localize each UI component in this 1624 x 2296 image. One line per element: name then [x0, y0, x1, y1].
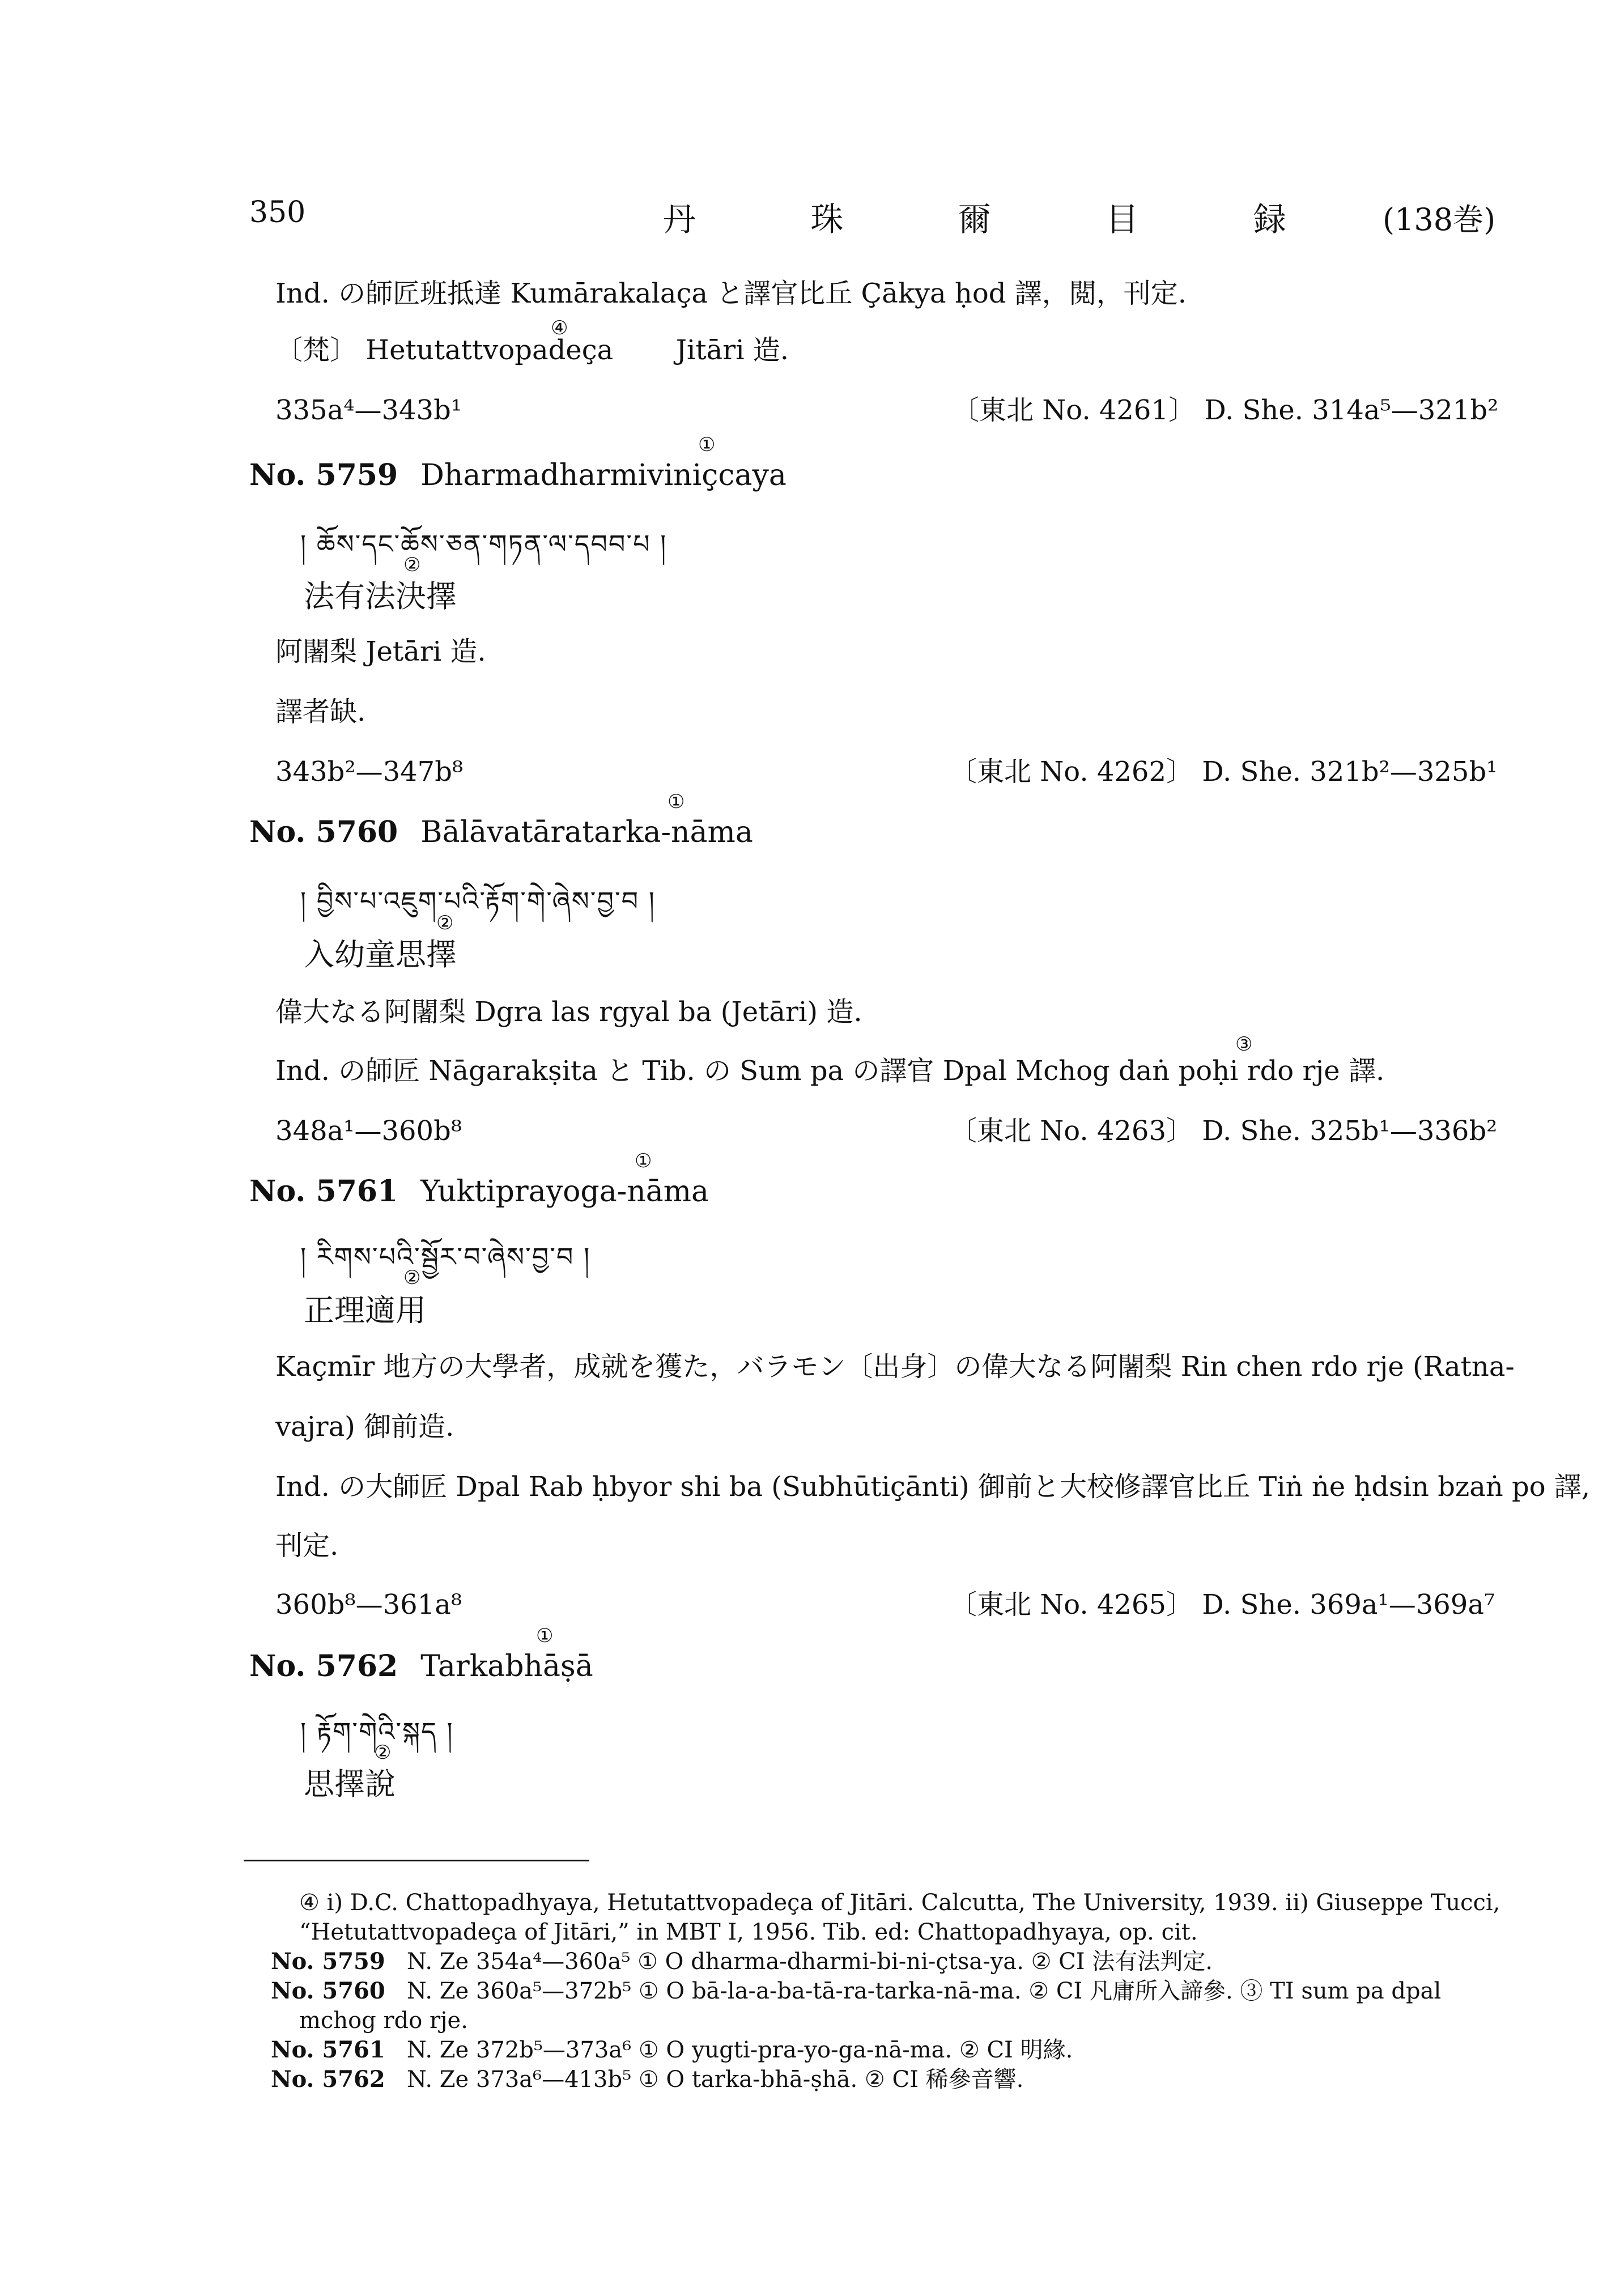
- ref-left: 335a⁴—343b¹: [275, 394, 462, 426]
- footnote-line: “Hetutattvopadeça of Jitāri,” in MBT I, 1956. Tib. ed: Chattopadhyaya, op. cit.: [299, 1919, 1198, 1945]
- footnote-text: N. Ze 372b⁵—373a⁶ ① O yugti-pra-yo-ga-nā-ma. ② CI 明緣.: [406, 2037, 1073, 2063]
- footnote-label: No. 5759: [271, 1948, 385, 1975]
- entry-line: vajra) 御前造.: [275, 1411, 454, 1443]
- sanskrit-title: 〔梵〕 Hetutattvopadeça: [275, 334, 614, 366]
- footnote-entry: [271, 1948, 1213, 1975]
- entry-title: Dharmadharmiviniçcaya: [420, 458, 787, 492]
- footnote-label: No. 5761: [271, 2036, 385, 2063]
- author-line: Jitāri 造.: [675, 334, 789, 366]
- footnote-line: ④ i) D.C. Chattopadhyaya, Hetutattvopadeça of Jitāri. Calcutta, The University, 1939. ii) Giuseppe Tucci,: [299, 1890, 1500, 1916]
- ref-right: 〔東北 No. 4265〕 D. She. 369a¹—369a⁷: [950, 1589, 1495, 1621]
- entry-heading: [249, 815, 753, 849]
- intro-line-1: Ind. の師匠班抵達 Kumārakalaça と譯官比丘 Çākya ḥod 譯，閲，刊定.: [275, 278, 1187, 309]
- entry-line: Ind. の大師匠 Dpal Rab ḥbyor shi ba (Subhūtiçānti) 御前と大校修譯官比丘 Tiṅ ṅe ḥdsin bzaṅ po 譯,: [275, 1471, 1591, 1503]
- entry-heading: [249, 458, 787, 492]
- entry-title: Tarkabhāṣā: [420, 1649, 593, 1683]
- footnote-entry: [271, 2036, 1073, 2064]
- entry-title: Yuktiprayoga-nāma: [420, 1175, 709, 1209]
- entry-heading: [249, 1649, 593, 1683]
- ref-left: 343b²—347b⁸: [275, 756, 464, 788]
- footnote-mark: ①: [698, 433, 716, 456]
- running-title: 丹 珠 爾 目 録: [663, 200, 1338, 239]
- tibetan-title: ། རྟོག་གེའི་སྐད །: [300, 1716, 454, 1747]
- footnote-line: mchog rdo rje.: [299, 2008, 468, 2034]
- footnote-entry: [271, 1978, 1441, 2005]
- footnote-label: No. 5760: [271, 1978, 385, 2004]
- footnote-text: N. Ze 354a⁴—360a⁵ ① O dharma-dharmi-bi-ni-çtsa-ya. ② CI 法有法判定.: [406, 1949, 1213, 1975]
- ref-right: 〔東北 No. 4263〕 D. She. 325b¹—336b²: [950, 1115, 1498, 1147]
- footnote-divider: [244, 1860, 589, 1861]
- ref-left: 360b⁸—361a⁸: [275, 1589, 462, 1621]
- entry-number: No. 5760: [249, 815, 398, 849]
- entry-number: No. 5761: [249, 1174, 398, 1209]
- footnote-mark: ①: [536, 1625, 554, 1647]
- footnote-text: N. Ze 360a⁵—372b⁵ ① O bā-la-a-ba-tā-ra-tarka-nā-ma. ② CI 凡庸所入諦參. ③ TI sum pa dpal: [406, 1978, 1442, 2004]
- footnote-mark: ②: [374, 1741, 392, 1764]
- entry-line: 譯者缺.: [275, 696, 366, 728]
- entry-line: 阿闍梨 Jetāri 造.: [275, 636, 486, 667]
- intro-line-2: [275, 333, 789, 367]
- entry-line: 刊定.: [275, 1530, 339, 1562]
- footnote-mark: ③: [1235, 1033, 1253, 1056]
- ref-left: 348a¹—360b⁸: [275, 1115, 462, 1147]
- tibetan-title: ། བྱིས་པ་འཇུག་པའི་རྟོག་གེ་ཞེས་བྱ་བ །: [300, 886, 656, 916]
- ref-right: 〔東北 No. 4261〕 D. She. 314a⁵—321b²: [952, 394, 1499, 426]
- entry-number: No. 5759: [249, 458, 398, 492]
- chinese-title: 思擇說: [304, 1766, 396, 1802]
- footnote-mark: ②: [403, 1266, 421, 1289]
- page-number: 350: [249, 195, 306, 229]
- ref-right: 〔東北 No. 4262〕 D. She. 321b²—325b¹: [950, 756, 1498, 788]
- footnote-text: N. Ze 373a⁶—413b⁵ ① O tarka-bhā-ṣhā. ② CI 稀參音響.: [406, 2067, 1024, 2093]
- chinese-title: 入幼童思擇: [304, 937, 457, 972]
- entry-line: Kaçmīr 地方の大學者，成就を獲た，バラモン〔出身〕の偉大なる阿闍梨 Rin chen rdo rje (Ratna-: [275, 1351, 1515, 1383]
- footnote-entry: [271, 2066, 1023, 2093]
- footnote-mark: ④: [551, 317, 568, 339]
- chinese-title: 法有法決擇: [304, 579, 457, 614]
- footnote-label: No. 5762: [271, 2066, 385, 2093]
- entry-heading: [249, 1174, 709, 1209]
- volume-label: (138巻): [1383, 202, 1496, 237]
- entry-title: Bālāvatāratarka-nāma: [420, 815, 753, 849]
- footnote-mark: ①: [668, 790, 685, 813]
- entry-line: 偉大なる阿闍梨 Dgra las rgyal ba (Jetāri) 造.: [275, 996, 862, 1028]
- footnote-mark: ②: [403, 554, 421, 576]
- entry-number: No. 5762: [249, 1649, 398, 1683]
- footnote-mark: ②: [436, 912, 454, 934]
- tibetan-title: ། ཆོས་དང་ཆོས་ཅན་གཏན་ལ་དབབ་པ །: [300, 529, 668, 559]
- chinese-title: 正理適用: [304, 1292, 426, 1328]
- entry-line: Ind. の師匠 Nāgarakṣita と Tib. の Sum pa の譯官 Dpal Mchog daṅ poḥi rdo rje 譯.: [275, 1055, 1385, 1087]
- tibetan-title: ། རིགས་པའི་སྦྱོར་བ་ཞེས་བྱ་བ །: [300, 1241, 591, 1272]
- footnote-mark: ①: [635, 1150, 652, 1172]
